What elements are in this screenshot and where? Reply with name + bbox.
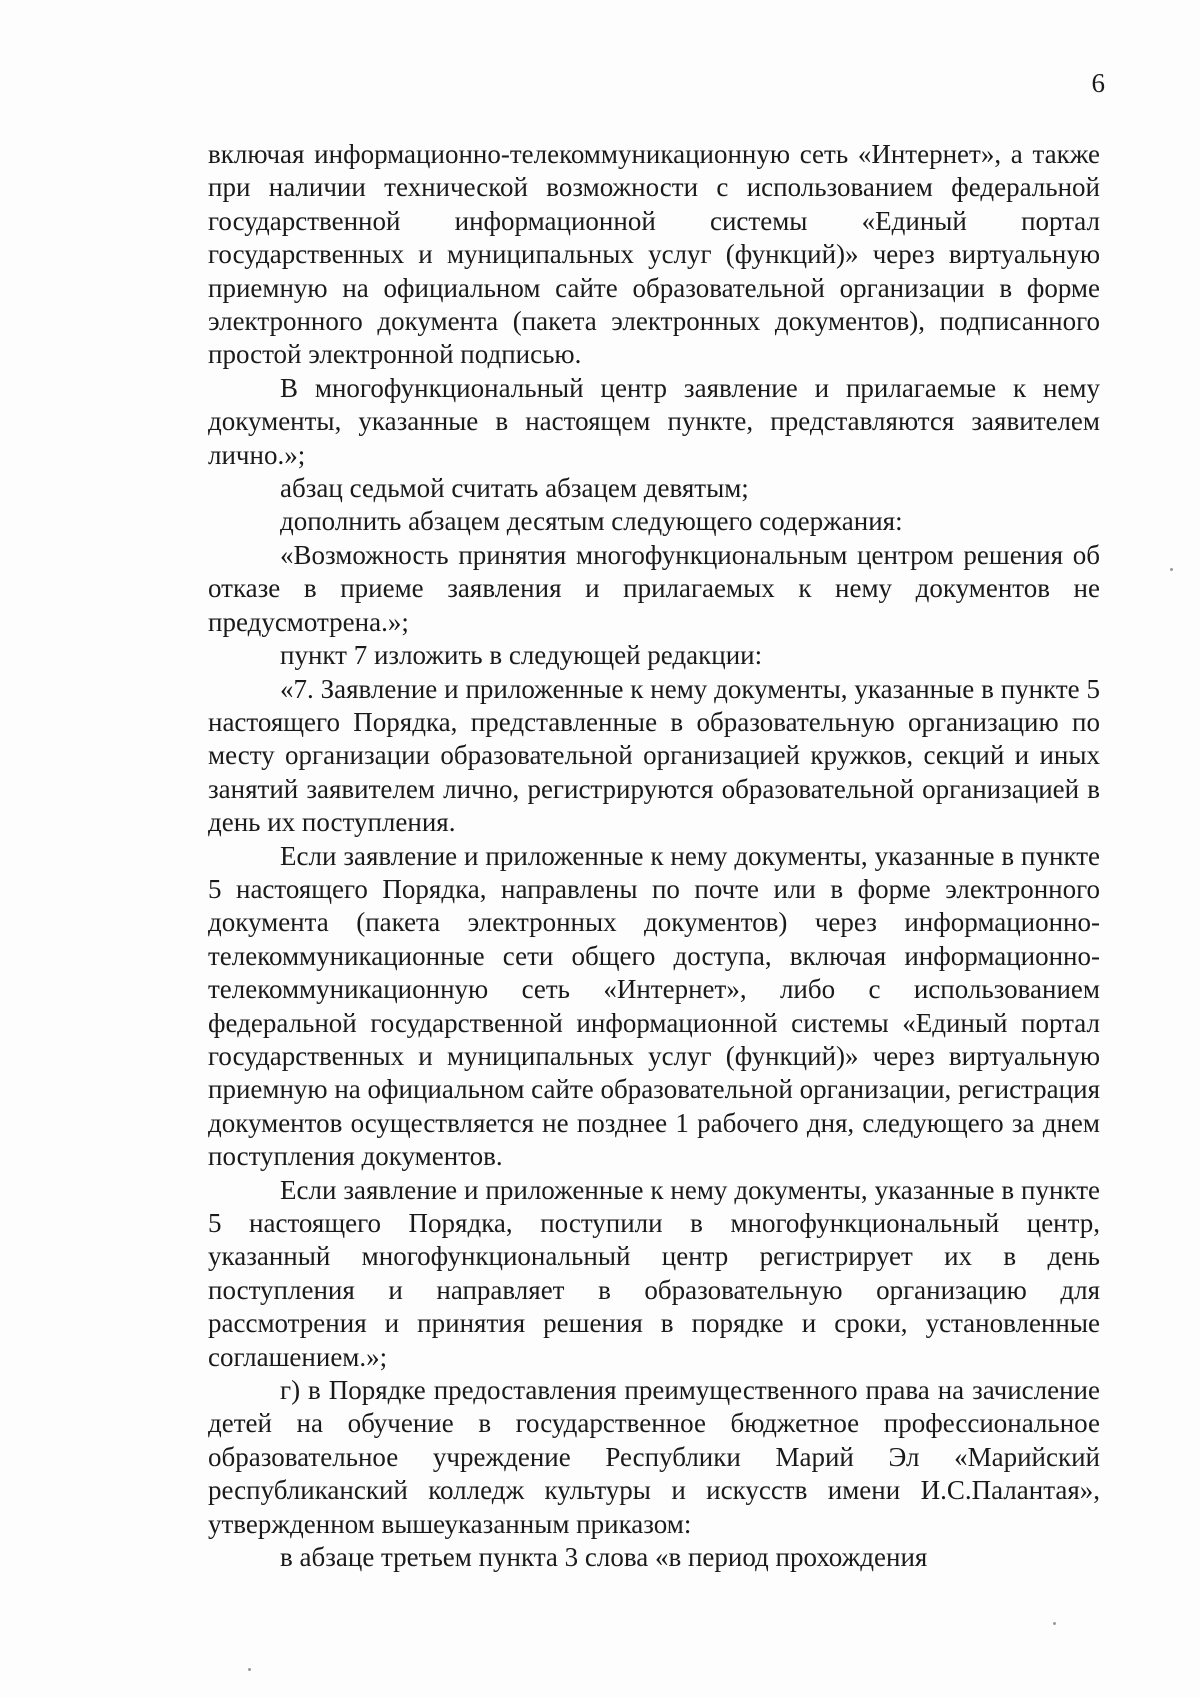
paragraph: включая информационно-телекоммуникационную сеть «Интернет», а также при наличии технической возможности с использованием федеральной государственной информационной системы «Единый портал государственных и муниципальных услуг (функций)» через виртуальную приемную на официальном сайте образовательной организации в форме электронного документа (пакета электронных документов), подписанного простой электронной подписью. [208,139,1100,370]
scan-speck [1170,568,1173,571]
scan-speck [1053,1622,1056,1625]
paragraph: «7. Заявление и приложенные к нему документы, указанные в пункте 5 настоящего Порядка, представленные в образовательную организацию по месту организации образовательной организацией кружков, секций и иных занятий заявителем лично, регистрируются образовательной организацией в день их поступления. [208,673,1100,838]
paragraph: «Возможность принятия многофункциональным центром решения об отказе в приеме заявления и прилагаемых к нему документов не предусмотрена.»; [208,539,1100,637]
paragraph: г) в Порядке предоставления преимущественного права на зачисление детей на обучение в государственное бюджетное профессиональное образовательное учреждение Республики Марий Эл «Марийский республиканский колледж культуры и искусств имени И.С.Палантая», утвержденном вышеуказанным приказом: [208,1375,1100,1539]
document-body [208,138,1100,1574]
paragraph: Если заявление и приложенные к нему документы, указанные в пункте 5 настоящего Порядка, поступили в многофункциональный центр, указанный многофункциональный центр регистрирует их в день поступления и направляет в образовательную организацию для рассмотрения и принятия решения в порядке и сроки, установленные соглашением.»; [208,1174,1100,1372]
scan-speck [248,1668,251,1671]
paragraph: абзац седьмой считать абзацем девятым; [280,473,749,504]
page-number: 6 [1091,68,1105,98]
paragraph: дополнить абзацем десятым следующего содержания: [280,506,903,537]
paragraph: Если заявление и приложенные к нему документы, указанные в пункте 5 настоящего Порядка, направлены по почте или в форме электронного документа (пакета электронных документов) через информационно-телекоммуникационные сети общего доступа, включая информационно-телекоммуникационную сеть «Интернет», либо с использованием федеральной государственной информационной системы «Единый портал государственных и муниципальных услуг (функций)» через виртуальную приемную на официальном сайте образовательной организации, регистрация документов осуществляется не позднее 1 рабочего дня, следующего за днем поступления документов. [208,840,1100,1172]
paragraph: пункт 7 изложить в следующей редакции: [280,640,763,671]
paragraph: в абзаце третьем пункта 3 слова «в период прохождения [280,1542,928,1573]
paragraph: В многофункциональный центр заявление и прилагаемые к нему документы, указанные в настоящем пункте, представляются заявителем лично.»; [208,372,1100,470]
